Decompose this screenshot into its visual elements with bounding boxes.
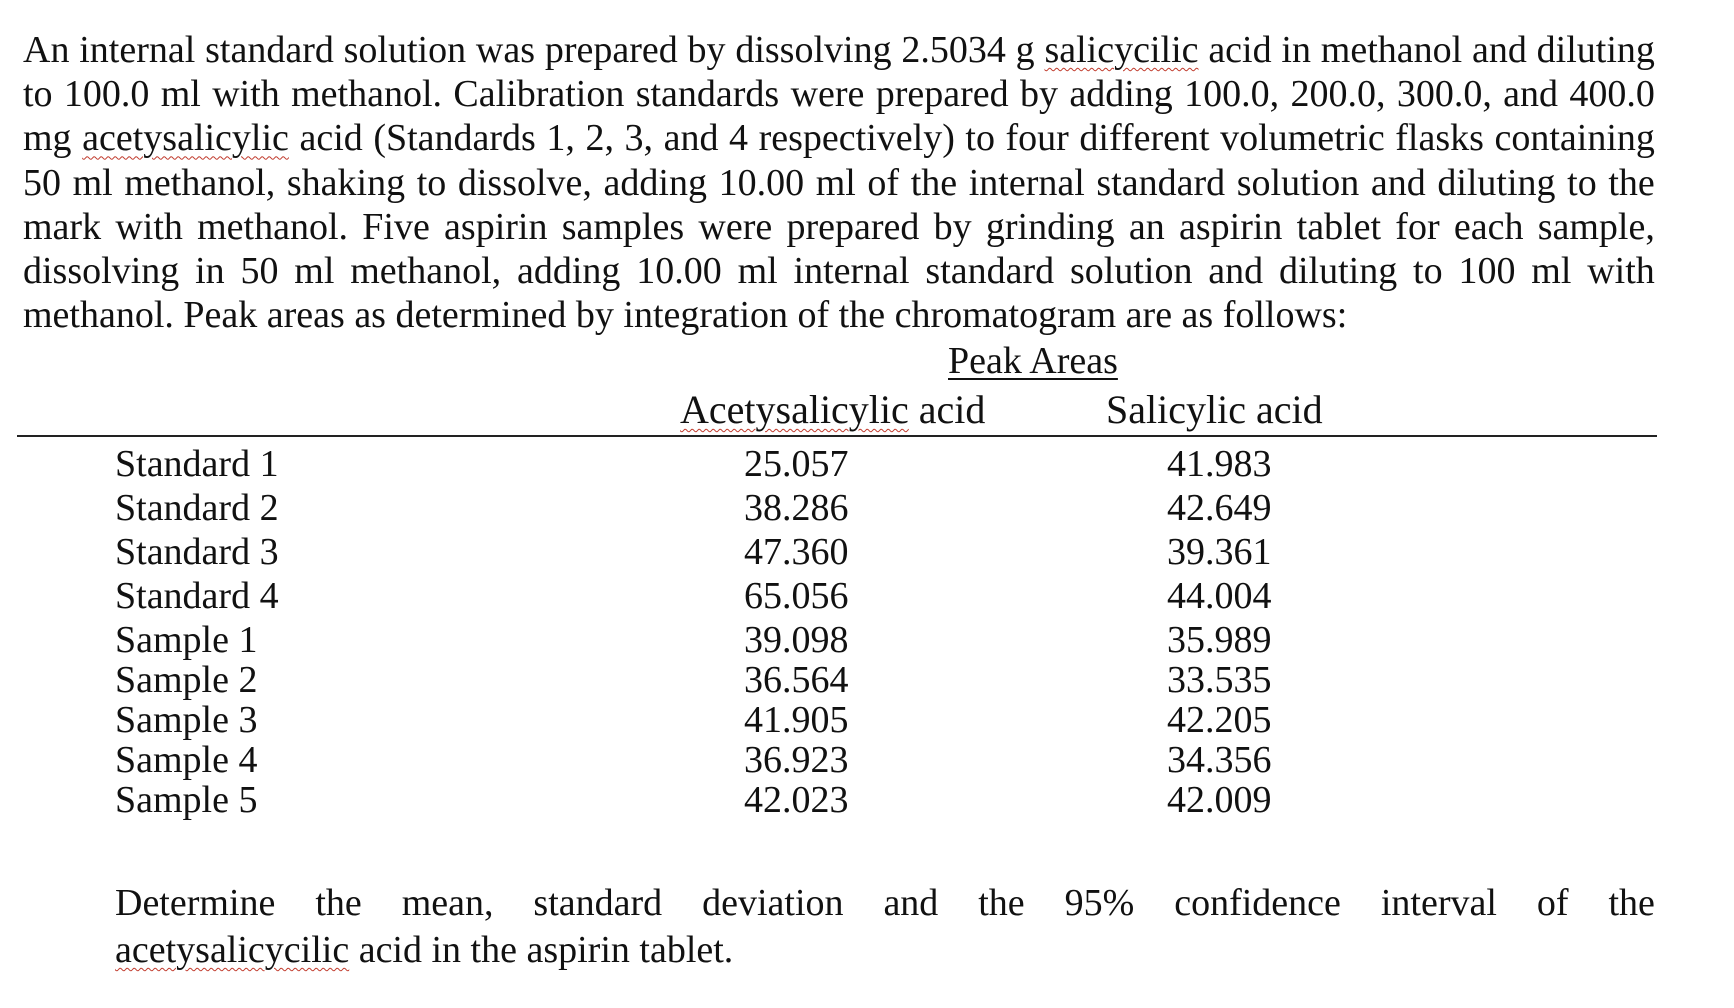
word: internal: [79, 29, 196, 71]
word: 400.0: [1569, 73, 1655, 116]
word: methanol: [1320, 29, 1463, 71]
salicylic-peak-area: 42.649: [1167, 487, 1272, 529]
word: ml: [815, 161, 856, 204]
word: An: [23, 29, 70, 71]
question-line-1: [115, 880, 1655, 927]
table-row: [0, 530, 1734, 574]
word: aspirin: [444, 205, 548, 248]
word: mg: [23, 117, 72, 160]
word: 100.0,: [1184, 73, 1280, 116]
acetysalicylic-peak-area: 39.098: [744, 619, 849, 661]
word: 3,: [624, 117, 654, 160]
word: Determine: [115, 882, 276, 924]
word: in: [195, 250, 225, 293]
word: for: [1395, 205, 1440, 248]
word: ml: [294, 250, 335, 293]
word: containing: [1494, 117, 1655, 160]
word: shaking: [286, 161, 406, 204]
word: adding: [603, 161, 707, 204]
word: samples: [561, 205, 685, 248]
word: prepared: [786, 205, 920, 248]
word: 10.00: [636, 250, 722, 293]
row-label: Sample 1: [115, 619, 258, 661]
word: of: [867, 161, 900, 204]
word: solution: [343, 29, 467, 71]
word: confidence: [1174, 882, 1341, 924]
column-header-acetysalicylic-rest: acid: [908, 387, 986, 432]
question-statement: [115, 880, 1655, 974]
spellcheck-flagged-word: acetysalicylic: [82, 117, 289, 160]
row-label: Sample 3: [115, 699, 258, 741]
word: 2.5034: [901, 29, 1006, 71]
word: (Standards: [373, 117, 536, 160]
word: to: [23, 73, 53, 116]
word: standard: [925, 250, 1055, 293]
word: aspirin: [1178, 205, 1283, 248]
table-row: [0, 658, 1734, 701]
word: methanol.: [197, 205, 349, 248]
word: prepared: [544, 29, 678, 71]
word: by: [687, 29, 726, 71]
word: g: [1015, 29, 1035, 71]
word: acid: [1208, 29, 1272, 71]
acetysalicylic-peak-area: 65.056: [744, 575, 849, 617]
table-row: [0, 698, 1734, 741]
word: and: [1208, 250, 1264, 293]
intro-line-6: [23, 249, 1655, 293]
column-header-salicylic: Salicylic acid: [1106, 387, 1323, 432]
word: 300.0,: [1396, 73, 1492, 116]
word: the: [1608, 882, 1655, 924]
row-label: Sample 4: [115, 739, 258, 781]
word: adding: [516, 250, 621, 293]
question-line-2: [115, 927, 1655, 974]
word: standard: [205, 29, 334, 71]
word: to: [965, 117, 995, 160]
word: with: [212, 73, 280, 116]
word: in: [1281, 29, 1311, 71]
intro-line-2: [23, 72, 1655, 116]
salicylic-peak-area: 39.361: [1167, 531, 1272, 573]
word: with: [115, 205, 183, 248]
word: 200.0,: [1290, 73, 1386, 116]
word: were: [790, 73, 865, 116]
salicylic-peak-area: 41.983: [1167, 443, 1272, 485]
table-row: [0, 442, 1734, 486]
word: 50: [23, 161, 61, 204]
word: internal: [793, 250, 910, 293]
salicylic-peak-area: 34.356: [1167, 739, 1272, 781]
word: 95%: [1064, 882, 1135, 924]
word: different: [1079, 117, 1210, 160]
word: deviation: [702, 882, 844, 924]
word: Calibration: [453, 73, 625, 116]
word: the: [978, 882, 1025, 924]
row-label: Standard 4: [115, 575, 279, 617]
word: flasks: [1395, 117, 1484, 160]
acetysalicylic-peak-area: 36.564: [744, 659, 849, 701]
word: grinding: [985, 205, 1115, 248]
word: to: [1413, 250, 1443, 293]
word: and: [1503, 73, 1559, 116]
word: diluting: [1278, 250, 1398, 293]
word: methanol,: [124, 161, 276, 204]
word: standards: [635, 73, 780, 116]
column-header-acetysalicylic: [680, 387, 985, 433]
salicylic-peak-area: 33.535: [1167, 659, 1272, 701]
word: prepared: [875, 73, 1009, 116]
word: acid: [299, 117, 363, 160]
word: adding: [1069, 73, 1173, 116]
row-label: Sample 5: [115, 779, 258, 821]
word: solution: [1069, 250, 1193, 293]
word: methanol,: [350, 250, 502, 293]
word: ml: [737, 250, 778, 293]
word: standard: [1096, 161, 1226, 204]
word: the: [315, 882, 362, 924]
intro-line-1: [23, 28, 1655, 72]
word: 2,: [585, 117, 614, 160]
row-label: Standard 2: [115, 487, 279, 529]
word: dissolving: [735, 29, 892, 71]
peak-areas-heading: Peak Areas: [948, 340, 1118, 382]
word: with: [1587, 250, 1655, 293]
word: tablet: [1296, 205, 1382, 248]
word: the: [910, 161, 958, 204]
intro-line-4: [23, 161, 1655, 205]
word: were: [698, 205, 773, 248]
acetysalicylic-peak-area: 47.360: [744, 531, 849, 573]
word: each: [1453, 205, 1524, 248]
word: and: [1471, 29, 1527, 71]
acetysalicylic-peak-area: 42.023: [744, 779, 849, 821]
acetysalicylic-peak-area: 38.286: [744, 487, 849, 529]
word: ml: [72, 161, 113, 204]
word: ml: [1531, 250, 1572, 293]
word: of: [1536, 882, 1569, 924]
question-line-2-tail: acid in the aspirin tablet.: [358, 929, 734, 971]
word: 100.0: [63, 73, 150, 116]
word: 50: [240, 250, 279, 293]
word: by: [933, 205, 972, 248]
row-label: Standard 1: [115, 443, 279, 485]
word: Five: [362, 205, 430, 248]
word: diluting: [1536, 29, 1655, 71]
word: the: [1608, 161, 1655, 204]
salicylic-peak-area: 42.009: [1167, 779, 1272, 821]
peak-areas-table: [0, 442, 1734, 821]
word: 1,: [546, 117, 575, 160]
word: to: [416, 161, 447, 204]
word: was: [475, 29, 536, 71]
word: solution: [1236, 161, 1360, 204]
word: dissolving: [23, 250, 180, 293]
acetysalicylic-peak-area: 36.923: [744, 739, 849, 781]
word: sample,: [1537, 205, 1655, 248]
word: mark: [23, 205, 102, 248]
word: 10.00: [718, 161, 805, 204]
acetysalicylic-peak-area: 41.905: [744, 699, 849, 741]
word: 4: [729, 117, 749, 160]
word: standard: [533, 882, 663, 924]
spellcheck-flagged-word: salicycilic: [1044, 29, 1199, 71]
column-header-acetysalicylic-word: Acetysalicylic: [680, 387, 909, 432]
table-row: [0, 574, 1734, 618]
intro-line-3: [23, 116, 1655, 160]
question-squiggle-word: acetysalicycilic: [115, 929, 350, 971]
table-row: [0, 738, 1734, 781]
word: diluting: [1437, 161, 1556, 204]
word: methanol.: [291, 73, 443, 116]
acetysalicylic-peak-area: 25.057: [744, 443, 849, 485]
word: internal: [968, 161, 1085, 204]
word: four: [1005, 117, 1069, 160]
word: to: [1567, 161, 1597, 204]
word: an: [1128, 205, 1165, 248]
salicylic-peak-area: 35.989: [1167, 619, 1272, 661]
row-label: Sample 2: [115, 659, 258, 701]
salicylic-peak-area: 44.004: [1167, 575, 1272, 617]
intro-line-5: [23, 205, 1655, 249]
row-label: Standard 3: [115, 531, 279, 573]
table-header-rule: [17, 435, 1657, 437]
word: by: [1020, 73, 1059, 116]
problem-statement: [23, 28, 1655, 337]
table-row: [0, 618, 1734, 661]
table-row: [0, 486, 1734, 530]
table-row: [0, 778, 1734, 821]
word: and: [1370, 161, 1426, 204]
intro-line-7: methanol. Peak areas as determined by integration of the chromatogram are as follows:: [23, 294, 1348, 337]
word: ml: [160, 73, 201, 116]
word: 100: [1458, 250, 1516, 293]
word: mean,: [401, 882, 494, 924]
word: respectively): [758, 117, 955, 160]
word: and: [883, 882, 939, 924]
salicylic-peak-area: 42.205: [1167, 699, 1272, 741]
word: volumetric: [1220, 117, 1385, 160]
word: dissolve,: [457, 161, 592, 204]
word: interval: [1380, 882, 1497, 924]
word: and: [663, 117, 719, 160]
